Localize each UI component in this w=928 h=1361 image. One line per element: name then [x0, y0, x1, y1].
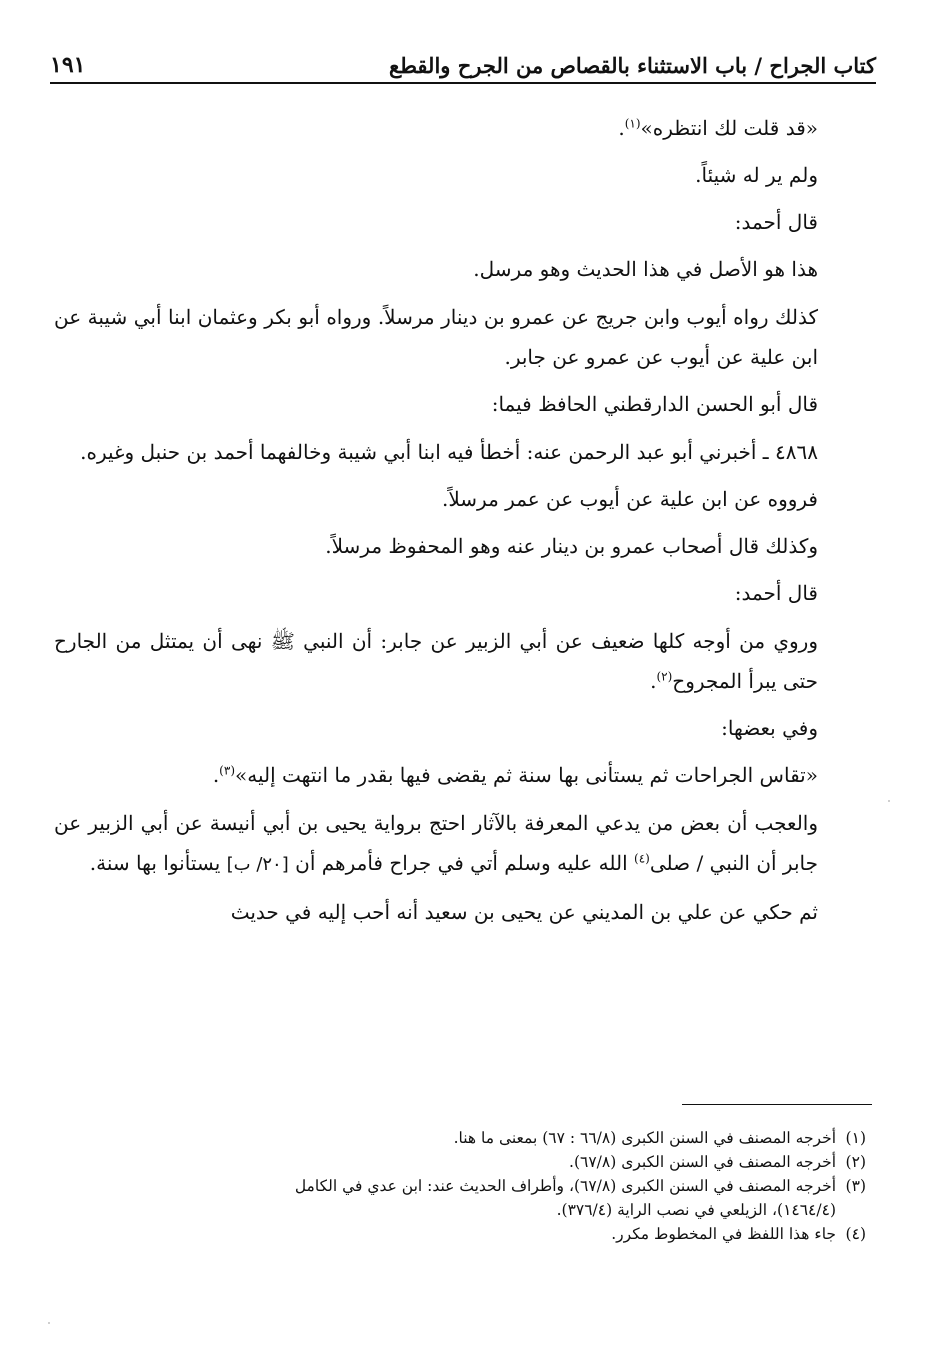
paragraph: «تقاس الجراحات ثم يستأنى بها سنة ثم يقضى فيها بقدر ما انتهت إليه»$^{(٣)}$.	[212, 763, 818, 787]
paragraph: والعجب أن بعض من يدعي المعرفة بالآثار احتج برواية يحيى بن أبي أنيسة عن أبي الزبير عن جابر أن النبي / صلى$^{(٤)}$ الله عليه وسلم أتي في جراح فأمرهم أن [٢٠/ ب] يستأنوا بها سنة.	[54, 811, 818, 875]
paragraph: ولم ير له شيئاً.	[695, 163, 818, 187]
paragraph: وفي بعضها:	[721, 716, 818, 740]
footnote-ref: (٣)	[219, 763, 235, 778]
footnote: (١)أخرجه المصنف في السنن الكبرى (٦٦/٨ : ٦٧) بمعنى ما هنا.	[453, 1129, 866, 1147]
chapter-title: كتاب الجراح / باب الاستثناء بالقصاص من الجرح والقطع	[389, 53, 876, 78]
footnote: (٢)أخرجه المصنف في السنن الكبرى (٦٧/٨).	[569, 1153, 866, 1171]
footnote-divider	[682, 1104, 872, 1105]
footnotes	[56, 1126, 866, 1246]
manuscript-folio-marker: [٢٠/ ب]	[226, 854, 289, 875]
footnote-ref: (٤)	[634, 851, 650, 866]
main-text	[54, 105, 872, 936]
paragraph: كذلك رواه أيوب وابن جريج عن عمرو بن دينار مرسلاً. ورواه أبو بكر وعثمان ابنا أبي شيبة عن ابن علية عن أيوب عن عمرو عن جابر.	[54, 305, 818, 369]
paragraph: قال أبو الحسن الدارقطني الحافظ فيما:	[491, 392, 818, 416]
paragraph: ثم حكي عن علي بن المديني عن يحيى بن سعيد أنه أحب إليه في حديث	[230, 900, 818, 924]
paragraph: قال أحمد:	[734, 210, 818, 234]
footnote: (٤)جاء هذا اللفظ في المخطوط مكرر.	[611, 1225, 866, 1243]
paragraph: وروي من أوجه كلها ضعيف عن أبي الزبير عن جابر: أن النبي ﷺ نهى أن يمتثل من الجارح حتى يبرأ المجروح$^{(٢)}$.	[54, 629, 818, 693]
paragraph: «قد قلت لك انتظره»$^{(١)}$.	[618, 116, 818, 140]
footnote: (٣)أخرجه المصنف في السنن الكبرى (٦٧/٨)، وأطراف الحديث عند: ابن عدي في الكامل	[294, 1177, 866, 1195]
paragraph: هذا هو الأصل في هذا الحديث وهو مرسل.	[473, 257, 818, 281]
paragraph: قال أحمد:	[734, 581, 818, 605]
footnote-ref: (٢)	[656, 669, 673, 684]
page-number: ١٩١	[50, 52, 86, 78]
paragraph: وكذلك قال أصحاب عمرو بن دينار عنه وهو المحفوظ مرسلاً.	[325, 534, 818, 558]
running-header	[50, 34, 876, 84]
scan-speck	[48, 1322, 50, 1324]
footnote-continuation: (١٤٦٤/٤)، الزيلعي في نصب الراية (٣٧٦/٤).	[556, 1201, 836, 1219]
scan-speck	[888, 800, 890, 802]
hadith-entry-4868: ٤٨٦٨ ـ أخبرني أبو عبد الرحمن عنه: أخطأ فيه ابنا أبي شيبة وخالفهما أحمد بن حنبل وغيره.	[80, 440, 818, 464]
paragraph: فرووه عن ابن علية عن أيوب عن عمر مرسلاً.	[442, 487, 818, 511]
footnote-ref: (١)	[624, 116, 641, 131]
